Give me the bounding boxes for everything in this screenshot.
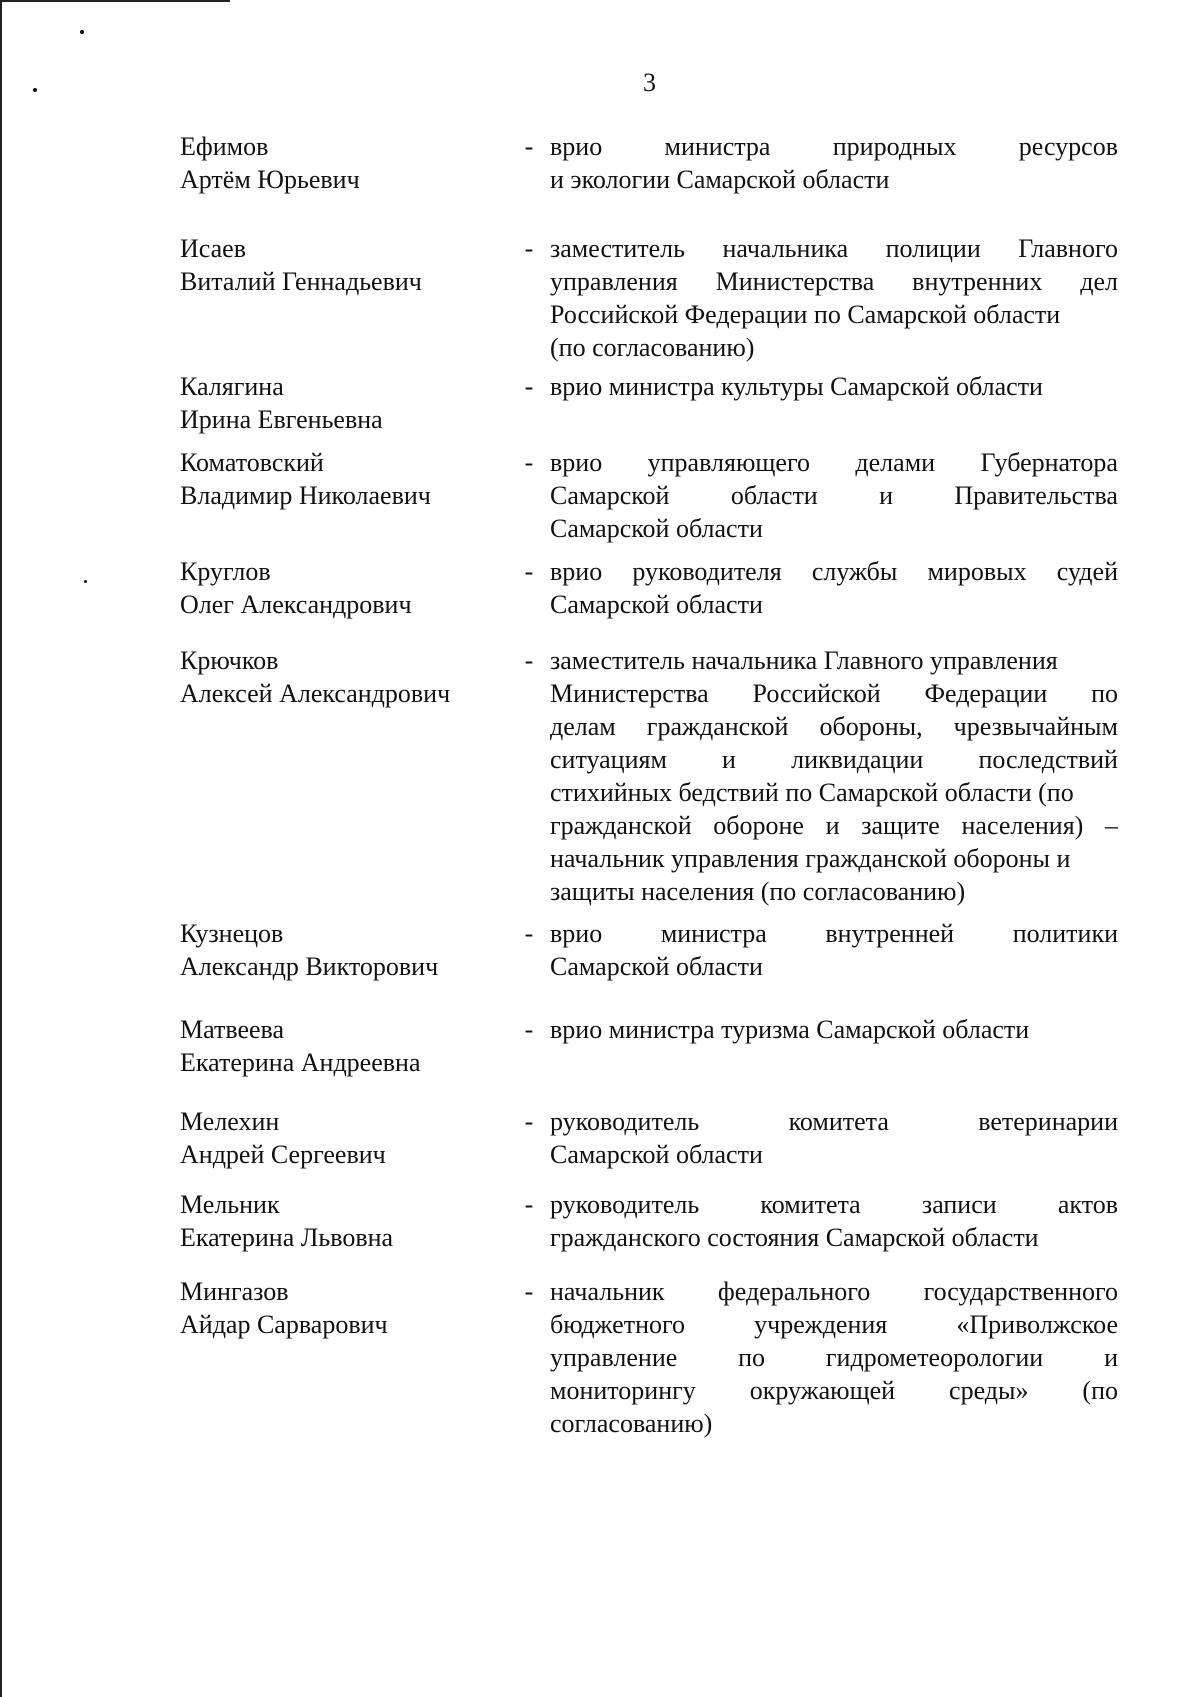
position-line xyxy=(550,1341,1118,1374)
position-word: Самарской области xyxy=(550,590,763,619)
position-word: врио министра туризма Самарской области xyxy=(550,1015,1030,1044)
entry-dash: - xyxy=(524,448,534,477)
person-given-names: Алексей Александрович xyxy=(180,679,451,708)
position-word: государственного xyxy=(923,1277,1118,1306)
position-word: и xyxy=(879,481,893,510)
position-word: политики xyxy=(1012,919,1118,948)
position-word: федерального xyxy=(717,1277,871,1306)
position-word: Самарской области xyxy=(550,952,763,981)
position-line xyxy=(550,1013,1118,1046)
entry-dash: - xyxy=(524,1190,534,1219)
person-name xyxy=(180,1275,510,1341)
position-line xyxy=(550,130,1118,163)
position-word: внутренней xyxy=(825,919,955,948)
position-line xyxy=(550,1374,1118,1407)
position-description xyxy=(550,644,1118,908)
position-description xyxy=(550,130,1118,196)
position-word: Министерства xyxy=(715,267,875,296)
person-surname: Матвеева xyxy=(180,1015,285,1044)
position-line xyxy=(550,1138,1118,1171)
position-line xyxy=(550,950,1118,983)
position-word: ситуациям xyxy=(550,745,667,774)
person-surname: Ефимов xyxy=(180,132,269,161)
position-word: Министерства xyxy=(550,679,709,708)
position-word: защите xyxy=(861,811,940,840)
position-word: Правительства xyxy=(954,481,1118,510)
position-line xyxy=(550,1407,1118,1440)
position-line xyxy=(550,1275,1118,1308)
entry-dash: - xyxy=(524,557,534,586)
person-name xyxy=(180,1013,510,1079)
position-word: населения) xyxy=(961,811,1084,840)
position-word: окружающей xyxy=(749,1376,896,1405)
person-given-names: Виталий Геннадьевич xyxy=(180,267,422,296)
position-word: (по согласованию) xyxy=(550,333,755,362)
position-word: гражданской xyxy=(550,811,692,840)
position-line xyxy=(550,644,1118,677)
scan-top-edge xyxy=(0,0,230,2)
position-word: учреждения xyxy=(754,1310,888,1339)
position-word: природных xyxy=(832,132,957,161)
position-word: гражданского состояния Самарской области xyxy=(550,1223,1039,1252)
position-word: полиции xyxy=(885,234,981,263)
entry-dash: - xyxy=(524,919,534,948)
position-word: делами xyxy=(855,448,936,477)
position-word: защиты населения (по согласованию) xyxy=(550,877,966,906)
position-line xyxy=(550,677,1118,710)
position-word: заместитель начальника Главного управления xyxy=(550,646,1058,675)
position-word: управления xyxy=(550,267,678,296)
person-name xyxy=(180,644,510,710)
position-description xyxy=(550,1275,1118,1440)
position-word: руководителя xyxy=(632,557,782,586)
position-word: Самарской xyxy=(550,481,670,510)
position-description xyxy=(550,1105,1118,1171)
position-word: – xyxy=(1104,811,1118,840)
scan-left-edge xyxy=(0,0,2,1697)
position-word: мониторингу xyxy=(550,1376,696,1405)
person-surname: Круглов xyxy=(180,557,271,586)
position-word: Российской xyxy=(752,679,881,708)
position-word: врио министра культуры Самарской области xyxy=(550,372,1043,401)
position-word: по xyxy=(1091,679,1118,708)
entry-dash: - xyxy=(524,1107,534,1136)
position-word: комитета xyxy=(760,1190,861,1219)
position-word: делам xyxy=(550,712,616,741)
position-word: службы xyxy=(811,557,898,586)
position-word: комитета xyxy=(788,1107,889,1136)
person-surname: Мелехин xyxy=(180,1107,280,1136)
position-word: судей xyxy=(1056,557,1118,586)
position-word: и xyxy=(825,811,840,840)
entry-dash: - xyxy=(524,1277,534,1306)
person-surname: Калягина xyxy=(180,372,284,401)
position-line xyxy=(550,1221,1118,1254)
position-word: и экологии Самарской области xyxy=(550,165,890,194)
person-surname: Коматовский xyxy=(180,448,324,477)
position-description xyxy=(550,1188,1118,1254)
position-word: области xyxy=(730,481,818,510)
person-given-names: Артём Юрьевич xyxy=(180,165,360,194)
position-line xyxy=(550,331,1118,364)
person-name xyxy=(180,1188,510,1254)
position-word: врио xyxy=(550,557,603,586)
position-word: (по xyxy=(1082,1376,1118,1405)
position-line xyxy=(550,1188,1118,1221)
person-surname: Мингазов xyxy=(180,1277,289,1306)
position-word: ресурсов xyxy=(1018,132,1118,161)
position-line xyxy=(550,875,1118,908)
person-given-names: Владимир Николаевич xyxy=(180,481,431,510)
position-word: врио xyxy=(550,448,603,477)
entry-dash: - xyxy=(524,132,534,161)
position-word: Российской Федерации по Самарской области xyxy=(550,300,1061,329)
position-word: и xyxy=(722,745,736,774)
position-word: врио xyxy=(550,919,603,948)
position-word: заместитель xyxy=(550,234,686,263)
position-description xyxy=(550,917,1118,983)
entry-dash: - xyxy=(524,646,534,675)
person-name xyxy=(180,917,510,983)
position-line xyxy=(550,512,1118,545)
position-line xyxy=(550,1308,1118,1341)
person-name xyxy=(180,446,510,512)
position-word: ликвидации xyxy=(791,745,924,774)
position-word: актов xyxy=(1057,1190,1118,1219)
position-word: гражданской xyxy=(646,712,789,741)
position-line xyxy=(550,809,1118,842)
position-description xyxy=(550,370,1118,403)
position-line xyxy=(550,743,1118,776)
position-word: министра xyxy=(664,132,771,161)
position-word: мировых xyxy=(927,557,1027,586)
position-line xyxy=(550,232,1118,265)
position-word: управление xyxy=(550,1343,678,1372)
position-word: записи xyxy=(921,1190,997,1219)
person-surname: Исаев xyxy=(180,234,246,263)
entry-dash: - xyxy=(524,1015,534,1044)
position-word: начальник управления гражданской обороны и xyxy=(550,844,1071,873)
entry-dash: - xyxy=(524,234,534,263)
position-word: Федерации xyxy=(924,679,1048,708)
person-surname: Мельник xyxy=(180,1190,280,1219)
position-word: по xyxy=(738,1343,766,1372)
position-word: Главного xyxy=(1018,234,1118,263)
position-word: ветеринарии xyxy=(978,1107,1118,1136)
position-description xyxy=(550,446,1118,545)
position-line xyxy=(550,446,1118,479)
position-word: «Приволжское xyxy=(956,1310,1118,1339)
position-line xyxy=(550,842,1118,875)
scan-speck xyxy=(80,30,84,34)
position-description xyxy=(550,555,1118,621)
position-word: Самарской области xyxy=(550,514,763,543)
scan-speck xyxy=(33,88,37,92)
position-line xyxy=(550,265,1118,298)
position-word: дел xyxy=(1080,267,1118,296)
position-word: начальника xyxy=(722,234,849,263)
person-name xyxy=(180,370,510,436)
person-given-names: Александр Викторович xyxy=(180,952,439,981)
person-surname: Кузнецов xyxy=(180,919,284,948)
position-word: управляющего xyxy=(647,448,810,477)
person-surname: Крючков xyxy=(180,646,279,675)
position-word: согласованию) xyxy=(550,1409,713,1438)
person-given-names: Андрей Сергеевич xyxy=(180,1140,386,1169)
position-line xyxy=(550,298,1118,331)
position-line xyxy=(550,370,1118,403)
person-given-names: Айдар Сарварович xyxy=(180,1310,388,1339)
position-word: начальник xyxy=(550,1277,665,1306)
position-word: министра xyxy=(660,919,767,948)
position-word: бюджетного xyxy=(550,1310,686,1339)
position-word: и xyxy=(1104,1343,1118,1372)
person-name xyxy=(180,232,510,298)
position-word: чрезвычайным xyxy=(953,712,1118,741)
position-word: среды» xyxy=(949,1376,1029,1405)
position-word: гидрометеорологии xyxy=(825,1343,1044,1372)
position-word: обороны, xyxy=(819,712,923,741)
position-line xyxy=(550,917,1118,950)
person-name xyxy=(180,1105,510,1171)
position-word: обороне xyxy=(713,811,804,840)
position-line xyxy=(550,588,1118,621)
person-name xyxy=(180,130,510,196)
person-given-names: Екатерина Андреевна xyxy=(180,1048,421,1077)
page-number: 3 xyxy=(643,68,656,97)
position-line xyxy=(550,163,1118,196)
position-line xyxy=(550,776,1118,809)
position-word: Губернатора xyxy=(980,448,1118,477)
position-word: последствий xyxy=(978,745,1118,774)
position-word: внутренних xyxy=(912,267,1043,296)
position-line xyxy=(550,479,1118,512)
position-line xyxy=(550,555,1118,588)
position-word: стихийных бедствий по Самарской области (по xyxy=(550,778,1074,807)
position-line xyxy=(550,710,1118,743)
entry-dash: - xyxy=(524,372,534,401)
position-description xyxy=(550,232,1118,364)
person-name xyxy=(180,555,510,621)
person-given-names: Екатерина Львовна xyxy=(180,1223,394,1252)
position-description xyxy=(550,1013,1118,1046)
position-line xyxy=(550,1105,1118,1138)
person-given-names: Ирина Евгеньевна xyxy=(180,405,383,434)
position-word: руководитель xyxy=(550,1107,700,1136)
person-given-names: Олег Александрович xyxy=(180,590,412,619)
position-word: Самарской области xyxy=(550,1140,763,1169)
scan-speck xyxy=(84,580,87,583)
position-word: врио xyxy=(550,132,603,161)
position-word: руководитель xyxy=(550,1190,700,1219)
